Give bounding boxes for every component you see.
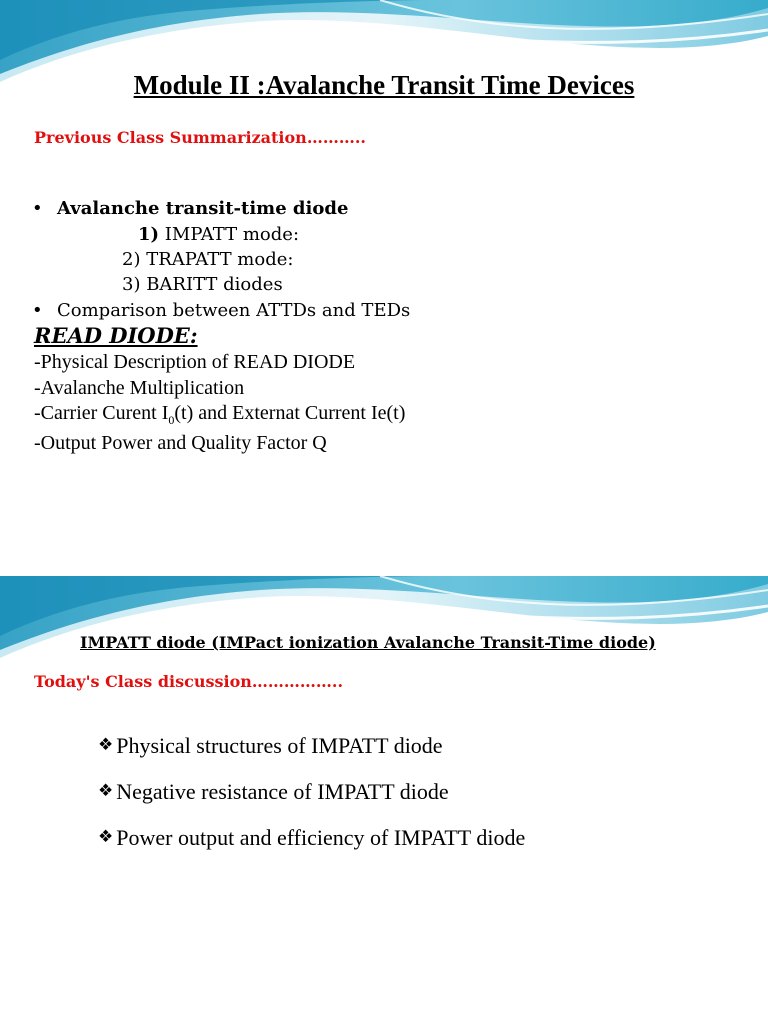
previous-class-subtitle: Previous Class Summarization……….. — [34, 128, 366, 147]
read-diode-heading: READ DIODE: — [34, 323, 198, 348]
topic-physical-structures — [98, 733, 443, 759]
carrier-suffix: (t) and Externat Current Ie(t) — [174, 402, 406, 424]
impatt-diode-title: IMPATT diode (IMPact ionization Avalanche Transit-Time diode) — [80, 633, 656, 652]
bullet-marker: • — [32, 300, 43, 321]
mode-number: 1) — [138, 224, 160, 245]
mode-impatt — [138, 224, 299, 245]
topic-power-output — [98, 825, 525, 851]
read-item-carrier-current — [34, 402, 405, 428]
read-item-output-power: -Output Power and Quality Factor Q — [34, 432, 327, 454]
topic-negative-resistance — [98, 779, 449, 805]
topic-text: Power output and efficiency of IMPATT diode — [116, 825, 526, 850]
carrier-subscript: 0 — [168, 413, 175, 427]
mode-trapatt: 2) TRAPATT mode: — [122, 249, 294, 270]
diamond-bullet-icon: ❖ — [98, 827, 114, 846]
diamond-bullet-icon: ❖ — [98, 735, 114, 754]
diamond-bullet-icon: ❖ — [98, 781, 114, 800]
bullet-avalanche-diode: Avalanche transit-time diode — [57, 198, 349, 219]
slide-2 — [0, 576, 768, 1024]
mode-baritt: 3) BARITT diodes — [122, 274, 283, 295]
topic-text: Physical structures of IMPATT diode — [116, 733, 443, 758]
read-item-physical: -Physical Description of READ DIODE — [34, 351, 356, 373]
slide-title: Module II :Avalanche Transit Time Devices — [133, 70, 635, 100]
slide-gap — [0, 512, 768, 576]
todays-class-subtitle: Today's Class discussion…………….. — [34, 672, 344, 691]
topic-text: Negative resistance of IMPATT diode — [116, 779, 449, 804]
bullet-marker: • — [32, 198, 43, 219]
mode-label: IMPATT mode: — [164, 224, 300, 245]
read-item-avalanche: -Avalanche Multiplication — [34, 377, 245, 399]
carrier-prefix: -Carrier Curent I — [34, 402, 169, 424]
bullet-comparison: Comparison between ATTDs and TEDs — [57, 300, 411, 321]
